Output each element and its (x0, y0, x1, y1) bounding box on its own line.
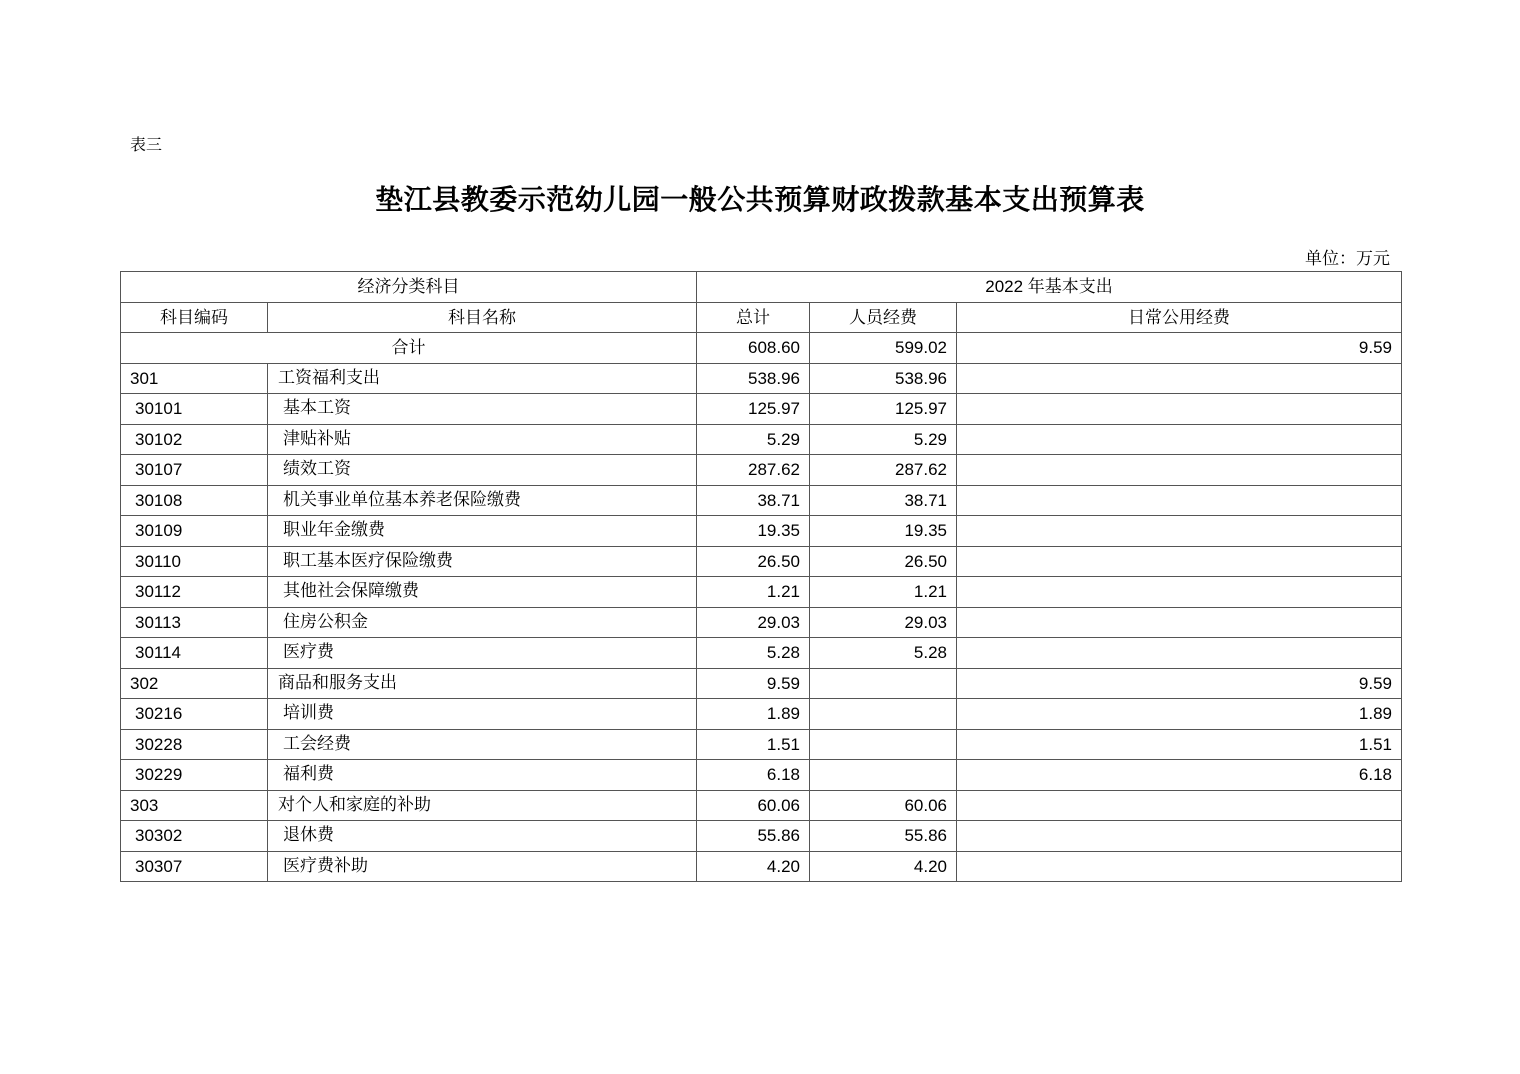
personnel-cell: 38.71 (810, 485, 957, 516)
total-cell: 4.20 (697, 851, 810, 882)
code-cell: 302 (121, 668, 268, 699)
name-cell: 职工基本医疗保险缴费 (268, 546, 697, 577)
table-row (121, 790, 1402, 821)
personnel-cell: 26.50 (810, 546, 957, 577)
public-cell (957, 638, 1402, 669)
public-cell (957, 455, 1402, 486)
code-cell: 30110 (121, 546, 268, 577)
table-row (121, 729, 1402, 760)
total-cell: 19.35 (697, 516, 810, 547)
total-personnel-cell: 599.02 (810, 333, 957, 364)
total-cell: 9.59 (697, 668, 810, 699)
column-header-personnel: 人员经费 (810, 302, 957, 333)
personnel-cell: 5.29 (810, 424, 957, 455)
public-cell: 9.59 (957, 668, 1402, 699)
total-total-cell: 608.60 (697, 333, 810, 364)
public-cell (957, 424, 1402, 455)
personnel-cell: 5.28 (810, 638, 957, 669)
total-cell: 1.51 (697, 729, 810, 760)
name-cell: 机关事业单位基本养老保险缴费 (268, 485, 697, 516)
group-header-economic-category: 经济分类科目 (121, 272, 697, 303)
public-cell (957, 363, 1402, 394)
column-header-public: 日常公用经费 (957, 302, 1402, 333)
name-cell: 福利费 (268, 760, 697, 791)
table-row (121, 516, 1402, 547)
name-cell: 基本工资 (268, 394, 697, 425)
table-row (121, 455, 1402, 486)
table-row (121, 546, 1402, 577)
public-cell: 1.51 (957, 729, 1402, 760)
name-cell: 医疗费补助 (268, 851, 697, 882)
column-header-total: 总计 (697, 302, 810, 333)
public-cell (957, 546, 1402, 577)
public-cell: 1.89 (957, 699, 1402, 730)
personnel-cell: 4.20 (810, 851, 957, 882)
total-label: 合计 (121, 333, 697, 364)
table-row (121, 821, 1402, 852)
public-cell (957, 485, 1402, 516)
budget-table (120, 271, 1402, 882)
code-cell: 30302 (121, 821, 268, 852)
total-public-cell: 9.59 (957, 333, 1402, 364)
personnel-cell: 538.96 (810, 363, 957, 394)
name-cell: 津贴补贴 (268, 424, 697, 455)
public-cell (957, 851, 1402, 882)
name-cell: 工会经费 (268, 729, 697, 760)
total-cell: 38.71 (697, 485, 810, 516)
table-row (121, 699, 1402, 730)
table-row (121, 424, 1402, 455)
column-header-row (121, 302, 1402, 333)
code-cell: 30229 (121, 760, 268, 791)
table-row (121, 607, 1402, 638)
code-cell: 30107 (121, 455, 268, 486)
public-cell (957, 607, 1402, 638)
name-cell: 其他社会保障缴费 (268, 577, 697, 608)
total-cell: 5.29 (697, 424, 810, 455)
table-row (121, 851, 1402, 882)
personnel-cell: 125.97 (810, 394, 957, 425)
personnel-cell: 29.03 (810, 607, 957, 638)
table-row (121, 394, 1402, 425)
name-cell: 职业年金缴费 (268, 516, 697, 547)
public-cell (957, 821, 1402, 852)
total-cell: 55.86 (697, 821, 810, 852)
total-cell: 26.50 (697, 546, 810, 577)
total-cell: 538.96 (697, 363, 810, 394)
public-cell (957, 394, 1402, 425)
total-row (121, 333, 1402, 364)
code-cell: 30101 (121, 394, 268, 425)
total-cell: 5.28 (697, 638, 810, 669)
total-cell: 60.06 (697, 790, 810, 821)
table-number-label: 表三 (130, 135, 163, 154)
name-cell: 住房公积金 (268, 607, 697, 638)
table-row (121, 577, 1402, 608)
table-row (121, 760, 1402, 791)
group-header-basic-expenditure: 2022 年基本支出 (697, 272, 1402, 303)
table-row (121, 363, 1402, 394)
name-cell: 工资福利支出 (268, 363, 697, 394)
table-row (121, 638, 1402, 669)
column-header-name: 科目名称 (268, 302, 697, 333)
name-cell: 退休费 (268, 821, 697, 852)
column-header-code: 科目编码 (121, 302, 268, 333)
name-cell: 培训费 (268, 699, 697, 730)
code-cell: 303 (121, 790, 268, 821)
code-cell: 30113 (121, 607, 268, 638)
personnel-cell: 55.86 (810, 821, 957, 852)
code-cell: 301 (121, 363, 268, 394)
personnel-cell (810, 699, 957, 730)
code-cell: 30108 (121, 485, 268, 516)
code-cell: 30102 (121, 424, 268, 455)
total-cell: 1.89 (697, 699, 810, 730)
public-cell (957, 577, 1402, 608)
personnel-cell: 1.21 (810, 577, 957, 608)
total-cell: 6.18 (697, 760, 810, 791)
personnel-cell: 60.06 (810, 790, 957, 821)
total-cell: 1.21 (697, 577, 810, 608)
code-cell: 30228 (121, 729, 268, 760)
code-cell: 30307 (121, 851, 268, 882)
personnel-cell (810, 760, 957, 791)
public-cell (957, 516, 1402, 547)
code-cell: 30109 (121, 516, 268, 547)
public-cell: 6.18 (957, 760, 1402, 791)
personnel-cell: 19.35 (810, 516, 957, 547)
name-cell: 对个人和家庭的补助 (268, 790, 697, 821)
group-header-row (121, 272, 1402, 303)
document-title: 垫江县教委示范幼儿园一般公共预算财政拨款基本支出预算表 (375, 183, 1145, 216)
total-cell: 29.03 (697, 607, 810, 638)
name-cell: 商品和服务支出 (268, 668, 697, 699)
code-cell: 30216 (121, 699, 268, 730)
personnel-cell (810, 729, 957, 760)
total-cell: 125.97 (697, 394, 810, 425)
table-row (121, 668, 1402, 699)
personnel-cell: 287.62 (810, 455, 957, 486)
public-cell (957, 790, 1402, 821)
code-cell: 30112 (121, 577, 268, 608)
code-cell: 30114 (121, 638, 268, 669)
table-row (121, 485, 1402, 516)
name-cell: 绩效工资 (268, 455, 697, 486)
personnel-cell (810, 668, 957, 699)
name-cell: 医疗费 (268, 638, 697, 669)
unit-label: 单位：万元 (1305, 249, 1390, 269)
total-cell: 287.62 (697, 455, 810, 486)
